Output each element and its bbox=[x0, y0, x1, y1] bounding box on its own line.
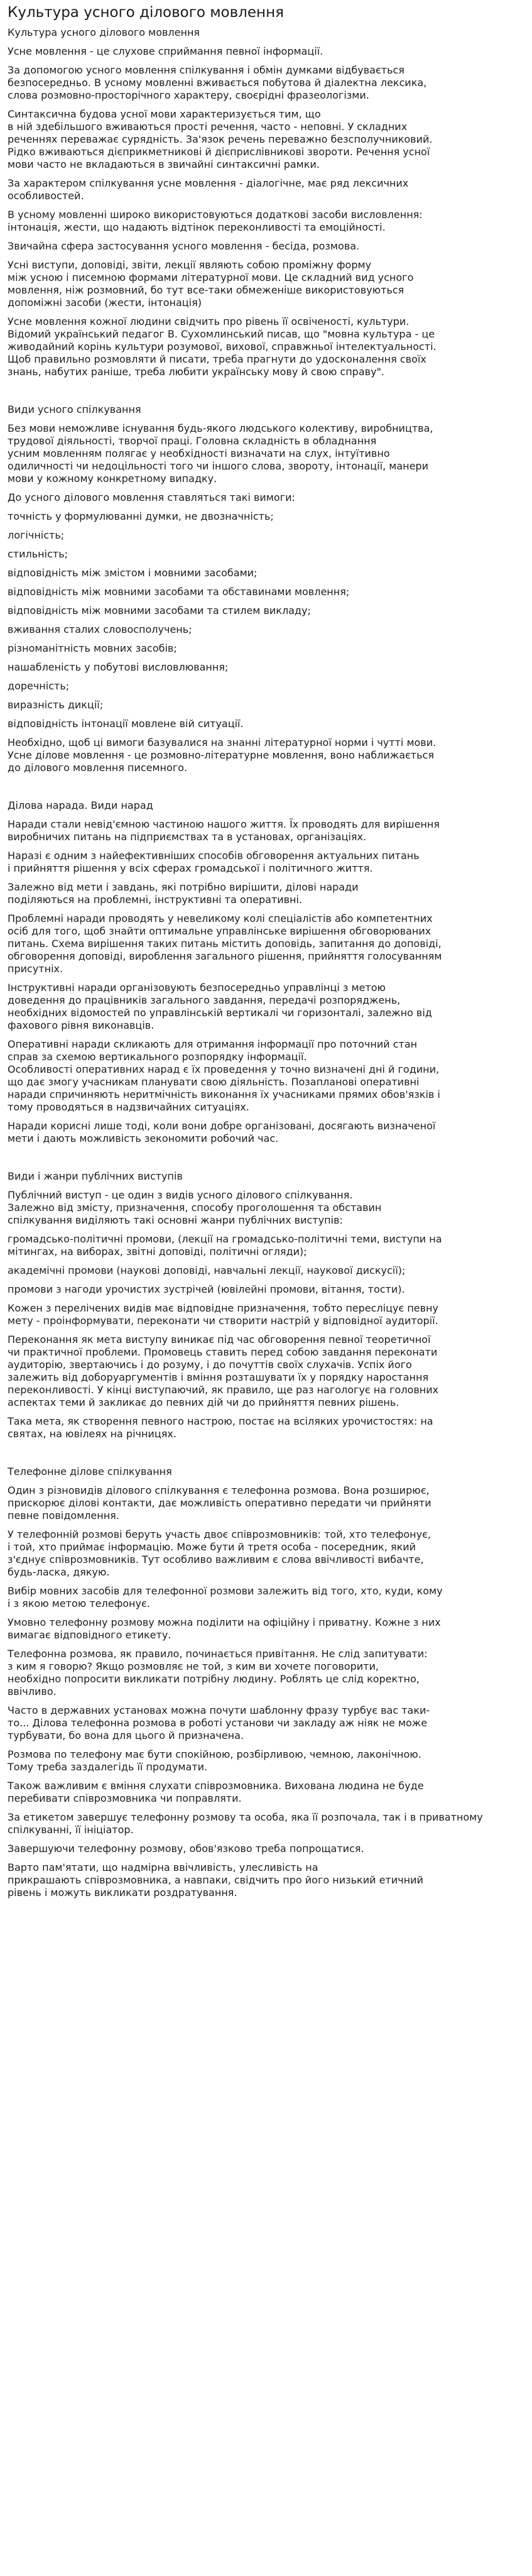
list-item: відповідність інтонації мовлене вій ситуації. bbox=[8, 718, 244, 730]
list-item: логічність; bbox=[8, 529, 65, 541]
paragraph: Переконання як мета виступу виникає під час обговорення певної теоретичної чи практичної проблеми. Промовець ставить перед собою завдання переконати аудиторію, звертаючись і до розуму, і до почуттів своїх слухачів. Успіх його залежить від доборуаргументів і вміння розташувати їх у порядку наростання переконливості. У кінці виступаючий, як правило, ще раз нагологує на головних аспектах теми й закликає до певних дій чи до прийняття певних рішень. bbox=[8, 1334, 439, 1408]
list-item: відповідність між мовними засобами та обставинами мовлення; bbox=[8, 586, 350, 598]
list-item: точність у формулюванні думки, не двозначність; bbox=[8, 510, 274, 522]
section-heading: Види і жанри публічних виступів bbox=[8, 1170, 183, 1182]
paragraph: Усне мовлення кожної людини свідчить про рівень її освіченості, культури. Відомий український педагог В. Сухомлинський писав, що "мовна культура - це живодайний корінь культури розумової, вихової, справжньої інтелектуальності. Щоб правильно розмовляти й писати, треба прагнути до удосконалення своїх знань, набутих раніше, треба любити українську мову й свою справу". bbox=[8, 315, 437, 378]
page-title: Культура усного ділового мовлення bbox=[8, 4, 284, 21]
list-item: вживання сталих словосполучень; bbox=[8, 623, 192, 635]
paragraph: Інструктивні наради організовують безпосередньо управлінці з метою доведення до працівників загального завдання, передачі розпоряджень, необхідних відомостей по управлінській вертикалі чи горизонталі, залежно від фахового рівня виконавців. bbox=[8, 982, 432, 1031]
paragraph: Публічний виступ - це один з видів усного ділового спілкування. Залежно від змісту, призначення, способу проголошення та обставин спілкування виділяють такі основні жанри публічних виступів: bbox=[8, 1189, 382, 1226]
list-item: відповідність між змістом і мовними засобами; bbox=[8, 567, 258, 579]
paragraph: Завершуючи телефонну розмову, обов'язково треба попрощатися. bbox=[8, 1843, 364, 1855]
document-body bbox=[8, 26, 526, 1899]
paragraph: Варто пам'ятати, що надмірна ввічливість, улесливість на прикрашають співрозмовника, а навпаки, свідчить про його низький етичний рівень і можуть викликати роздратування. bbox=[8, 1861, 423, 1899]
paragraph: Вибір мовних засобів для телефонної розмови залежить від того, хто, куди, кому і з якою метою телефонує. bbox=[8, 1585, 443, 1609]
list-item: різноманітність мовних засобів; bbox=[8, 642, 177, 654]
paragraph: За допомогою усного мовлення спілкування і обмін думками відбувається безпосередньо. В усному мовленні вживається побутова й діалектна лексика, слова розмовно-просторічного характеру, своєрідні фразеологізми. bbox=[8, 64, 427, 101]
paragraph: В усному мовленні широко використовуються додаткові засоби висловлення: інтонація, жести, що надають відтінок переконливості та емоційності. bbox=[8, 209, 423, 233]
paragraph: Синтаксична будова усної мови характеризується тим, що в ній здебільшого вживаються прості речення, часто - неповні. У складних реченнях переважає сурядність. За'язок речень переважно безсполучниковий. Рідко вживаються дієприкметникові й дієприслівникові звороти. Речення усної мови часто не вкладаються в звичайні синтаксичні рамки. bbox=[8, 108, 433, 170]
paragraph: Наради стали невід'ємною частиною нашого життя. Їх проводять для вирішення виробничих питань на підприємствах та в установах, організаціях. bbox=[8, 818, 440, 843]
list-item: громадсько-політичні промови, (лекції на громадсько-політичні теми, виступи на мітингах, на виборах, звітні доповіді, політичні огляди); bbox=[8, 1233, 442, 1258]
paragraph: Часто в державних установах можна почути шаблонну фразу турбує вас таки- то... Ділова телефонна розмова в роботі установи чи закладу аж ніяк не може турбувати, бо вона для цього й призначена. bbox=[8, 1704, 430, 1741]
list-item: виразність дикції; bbox=[8, 699, 104, 711]
paragraph: Також важливим є вміння слухати співрозмовника. Вихована людина не буде перебивати співрозмовника чи поправляти. bbox=[8, 1780, 424, 1804]
paragraph: Розмова по телефону має бути спокійною, розбірливою, чемною, лаконічною. Тому треба заздалегідь її продумати. bbox=[8, 1748, 421, 1773]
section-heading: Види усного спілкування bbox=[8, 403, 141, 415]
paragraph: Телефонна розмова, як правило, починається привітання. Не слід запитувати: з ким я говорю? Якщо розмовляє не той, з ким ви хочете поговорити, необхідно попросити викликати потрібну людину. Роблять це слід коректно, ввічливо. bbox=[8, 1648, 428, 1697]
paragraph: Усні виступи, доповіді, звіти, лекції являють собою проміжну форму між усною і писемною формами літературної мови. Це складний вид усного мовлення, ніж розмовний, бо тут все-таки обмеженіше використовуються допоміжні засоби (жести, інтонація) bbox=[8, 259, 414, 309]
paragraph: За характером спілкування усне мовлення - діалогічне, має ряд лексичних особливостей. bbox=[8, 177, 409, 202]
list-item: відповідність між мовними засобами та стилем викладу; bbox=[8, 605, 311, 617]
section-heading: Ділова нарада. Види нарад bbox=[8, 799, 153, 811]
subtitle: Культура усного ділового мовлення bbox=[8, 26, 200, 38]
list-item: стильність; bbox=[8, 548, 68, 560]
section-heading: Телефонне ділове спілкування bbox=[8, 1466, 172, 1477]
paragraph: Кожен з перелічених видів має відповідне призначення, тобто пересліцує певну мету - проінформувати, переконати чи створити настрій у відповідної аудиторії. bbox=[8, 1302, 438, 1327]
paragraph: Оперативні наради скликають для отримання інформації про поточний стан справ за схемою вертикального розпорядку інформації. Особливості оперативних нарад є їх проведення у точно визначені дні й години, що дає змогу учасникам планувати свою діяльність. Позапланові оперативні наради спричиняють неритмічність виконання їх учасниками прямих обов'язків і тому проводяться в надзвичайних ситуаціях. bbox=[8, 1038, 440, 1113]
paragraph: Умовно телефонну розмову можна поділити на офіційну і приватну. Кожне з них вимагає відповідного етикету. bbox=[8, 1616, 441, 1641]
paragraph: Наради корисні лише тоді, коли вони добре організовані, досягають визначеної мети і дають можливість зекономити робочий час. bbox=[8, 1120, 436, 1144]
paragraph: У телефонній розмові беруть участь двоє співрозмовників: той, хто телефонує, і той, хто приймає інформацію. Може бути й третя особа - посередник, який з'єднує співрозмовників. Тут особливо важливим є слова ввічливості вибачте, будь-ласка, дякую. bbox=[8, 1528, 431, 1578]
paragraph: До усного ділового мовлення ставляться такі вимоги: bbox=[8, 491, 295, 503]
list-item: нашабленість у побутові висловлювання; bbox=[8, 661, 229, 673]
paragraph: Звичайна сфера застосування усного мовлення - бесіда, розмова. bbox=[8, 240, 360, 252]
paragraph: Усне мовлення - це слухове сприймання певної інформації. bbox=[8, 45, 323, 57]
paragraph: Залежно від мети і завдань, які потрібно вирішити, ділові наради поділяються на проблемні, інструктивні та оперативні. bbox=[8, 881, 359, 906]
paragraph: Наразі є одним з найефективніших способів обговорення актуальних питань і прийняття рішення у всіх сферах громадської і політичного життя. bbox=[8, 850, 420, 874]
list-item: академічні промови (наукові доповіді, навчальні лекції, наукової дискусії); bbox=[8, 1264, 406, 1276]
list-item: доречність; bbox=[8, 680, 70, 692]
paragraph: Проблемні наради проводять у невеликому колі спеціалістів або компетентних осіб для того, щоб знайти оптимальне управлінське вирішення обговорюваних питань. Схема вирішення таких питань містить доповідь, запитання до доповіді, обговорення доповіді, вироблення загального рішення, прийняття голосуванням присутніх. bbox=[8, 913, 442, 975]
list-item: промови з нагоди урочистих зустрічей (ювілейні промови, вітання, тости). bbox=[8, 1283, 405, 1295]
paragraph: Один з різновидів ділового спілкування є телефонна розмова. Вона розширює, прискорює ділові контакти, дає можливість оперативно передати чи прийняти певне повідомлення. bbox=[8, 1484, 432, 1521]
paragraph: Необхідно, щоб ці вимоги базувалися на знанні літературної норми і чутті мови. Усне ділове мовлення - це розмовно-літературне мовлення, воно наближається до ділового мовлення писемного. bbox=[8, 737, 437, 774]
paragraph: За етикетом завершує телефонну розмову та особа, яка її розпочала, так і в приватному спілкуванні, її ініціатор. bbox=[8, 1811, 483, 1836]
paragraph: Така мета, як створення певного настрою, постає на всіляких урочистостях: на святах, на ювілеях на річницях. bbox=[8, 1415, 433, 1440]
paragraph: Без мови неможливе існування будь-якого людського колективу, виробництва, трудової діяльності, творчої праці. Головна складність в обладнання усним мовленням полягає у необхідності визначати на слух, інтуїтивно одиличності чи недоцільності того чи іншого слова, звороту, інтонації, манери мови у кожному конкретному випадку. bbox=[8, 422, 433, 485]
